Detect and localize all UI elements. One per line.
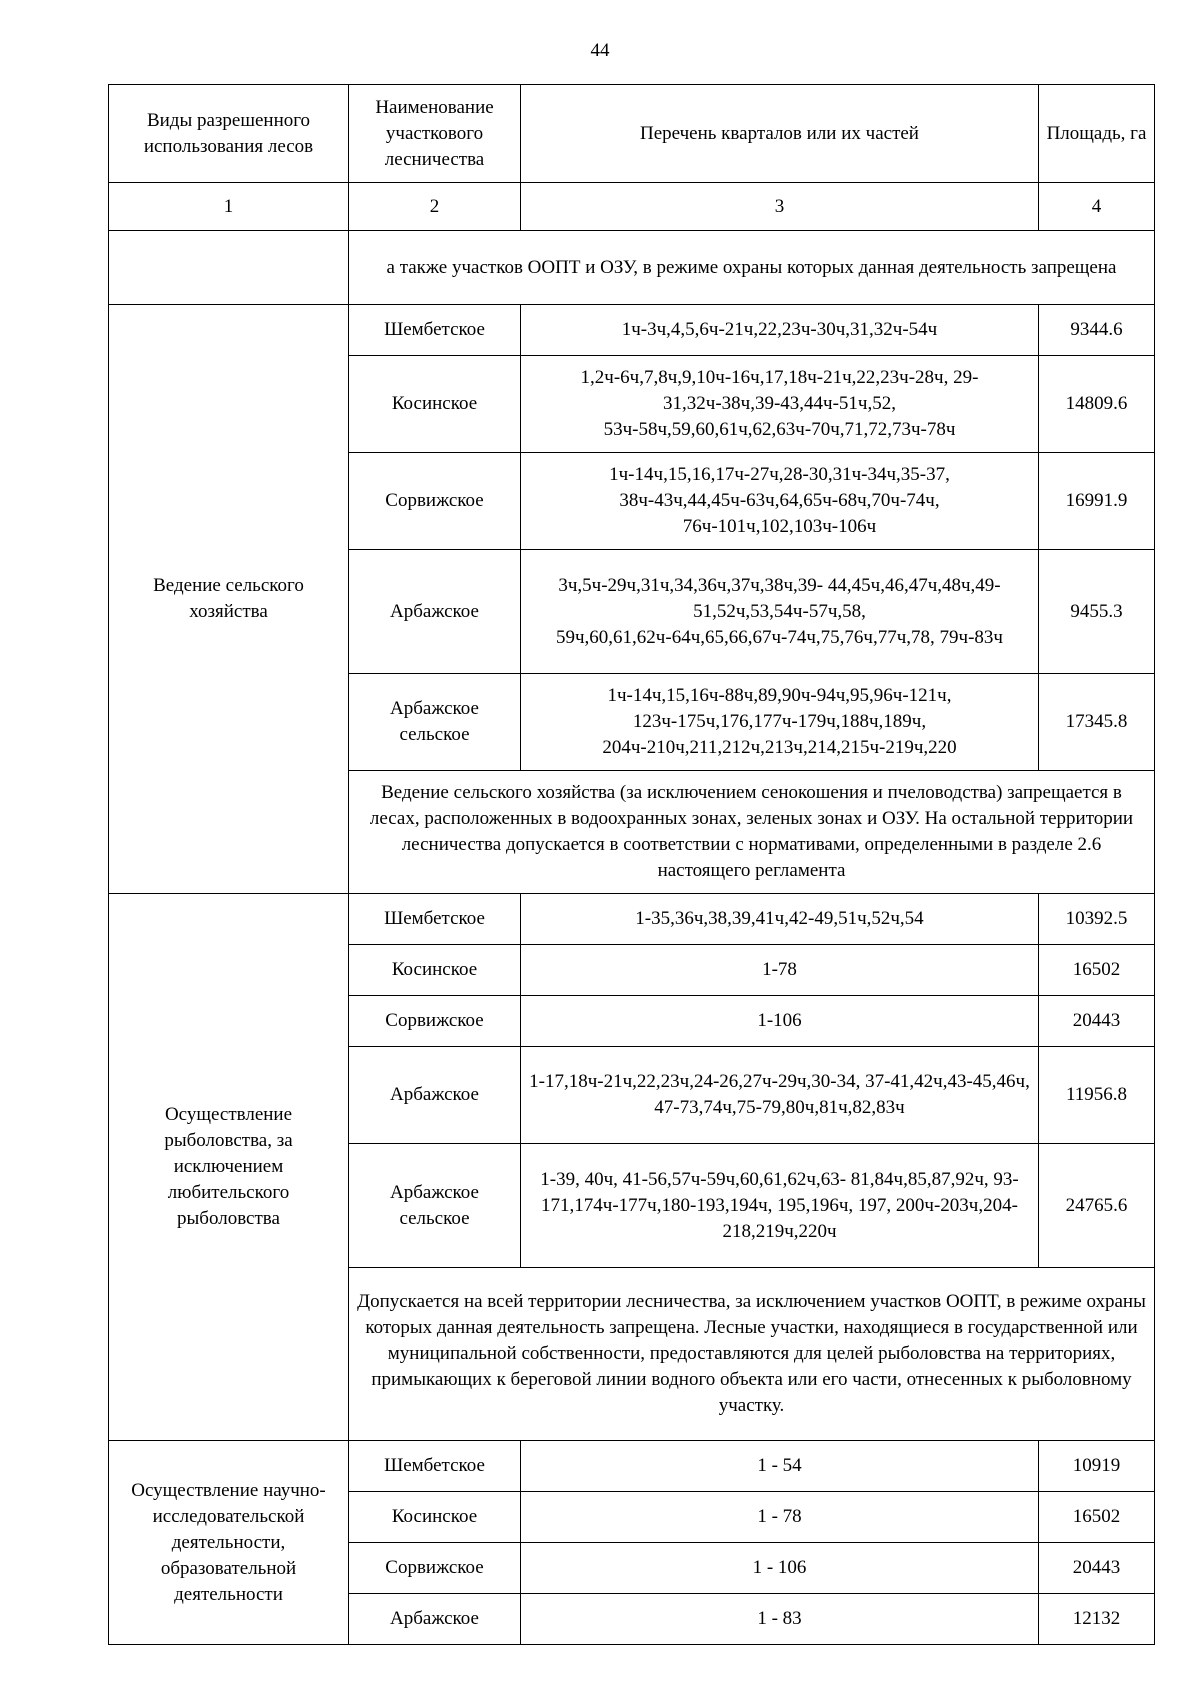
area-cell: 10919 <box>1039 1441 1155 1492</box>
use-type-cell: Осуществление научно-исследовательской деятельности, образовательной деятельности <box>109 1441 349 1645</box>
header-forestry: Наименование участкового лесничества <box>349 85 521 183</box>
forestry-cell: Арбажское сельское <box>349 674 521 771</box>
area-cell: 10392.5 <box>1039 894 1155 945</box>
header-quarters: Перечень кварталов или их частей <box>521 85 1039 183</box>
column-number: 4 <box>1039 183 1155 231</box>
column-number: 1 <box>109 183 349 231</box>
quarters-cell: 1 - 54 <box>521 1441 1039 1492</box>
continuation-row <box>109 231 1155 305</box>
forestry-cell: Шембетское <box>349 894 521 945</box>
continuation-note: а также участков ООПТ и ОЗУ, в режиме охраны которых данная деятельность запрещена <box>349 231 1155 305</box>
forestry-cell: Сорвижское <box>349 453 521 550</box>
area-cell: 20443 <box>1039 996 1155 1047</box>
quarters-cell: 1-35,36ч,38,39,41ч,42-49,51ч,52ч,54 <box>521 894 1039 945</box>
area-cell: 9455.3 <box>1039 550 1155 674</box>
forest-use-table <box>108 84 1155 1645</box>
forestry-cell: Арбажское <box>349 1594 521 1645</box>
area-cell: 17345.8 <box>1039 674 1155 771</box>
page-number: 44 <box>590 40 610 61</box>
use-type-cell: Осуществление рыболовства, за исключением любительского рыболовства <box>109 894 349 1441</box>
forestry-cell: Арбажское <box>349 550 521 674</box>
area-cell: 14809.6 <box>1039 356 1155 453</box>
area-cell: 12132 <box>1039 1594 1155 1645</box>
forestry-cell: Шембетское <box>349 1441 521 1492</box>
forestry-cell: Сорвижское <box>349 996 521 1047</box>
table-row <box>109 305 1155 356</box>
forestry-cell: Косинское <box>349 945 521 996</box>
quarters-cell: 1-39, 40ч, 41-56,57ч-59ч,60,61,62ч,63- 81,84ч,85,87,92ч, 93-171,174ч-177ч,180-193,194ч, 195,196ч, 197, 200ч-203ч,204-218,219ч,220ч <box>521 1144 1039 1268</box>
forestry-cell: Косинское <box>349 356 521 453</box>
column-number: 2 <box>349 183 521 231</box>
empty-cell <box>109 231 349 305</box>
section-note: Ведение сельского хозяйства (за исключением сенокошения и пчеловодства) запрещается в лесах, расположенных в водоохранных зонах, зеленых зонах и ОЗУ. На остальной территории лесничества допускается в соответствии с нормативами, определенными в разделе 2.6 настоящего регламента <box>349 771 1155 894</box>
quarters-cell: 1ч-14ч,15,16ч-88ч,89,90ч-94ч,95,96ч-121ч, 123ч-175ч,176,177ч-179ч,188ч,189ч, 204ч-210ч,211,212ч,213ч,214,215ч-219ч,220 <box>521 674 1039 771</box>
quarters-cell: 1ч-14ч,15,16,17ч-27ч,28-30,31ч-34ч,35-37, 38ч-43ч,44,45ч-63ч,64,65ч-68ч,70ч-74ч, 76ч-101ч,102,103ч-106ч <box>521 453 1039 550</box>
forestry-cell: Шембетское <box>349 305 521 356</box>
quarters-cell: 3ч,5ч-29ч,31ч,34,36ч,37ч,38ч,39- 44,45ч,46,47ч,48ч,49-51,52ч,53,54ч-57ч,58, 59ч,60,61,62ч-64ч,65,66,67ч-74ч,75,76ч,77ч,78, 79ч-83ч <box>521 550 1039 674</box>
area-cell: 16502 <box>1039 1492 1155 1543</box>
quarters-cell: 1 - 83 <box>521 1594 1039 1645</box>
forestry-cell: Арбажское <box>349 1047 521 1144</box>
quarters-cell: 1-78 <box>521 945 1039 996</box>
section-note: Допускается на всей территории лесничества, за исключением участков ООПТ, в режиме охраны которых данная деятельность запрещена. Лесные участки, находящиеся в государственной или муниципальной собственности, предоставляются для целей рыболовства на территориях, примыкающих к береговой линии водного объекта или его части, отнесенных к рыболовному участку. <box>349 1268 1155 1441</box>
column-number: 3 <box>521 183 1039 231</box>
quarters-cell: 1ч-3ч,4,5,6ч-21ч,22,23ч-30ч,31,32ч-54ч <box>521 305 1039 356</box>
area-cell: 9344.6 <box>1039 305 1155 356</box>
use-type-cell: Ведение сельского хозяйства <box>109 305 349 894</box>
area-cell: 16991.9 <box>1039 453 1155 550</box>
quarters-cell: 1,2ч-6ч,7,8ч,9,10ч-16ч,17,18ч-21ч,22,23ч-28ч, 29-31,32ч-38ч,39-43,44ч-51ч,52, 53ч-58ч,59,60,61ч,62,63ч-70ч,71,72,73ч-78ч <box>521 356 1039 453</box>
table-header-row <box>109 85 1155 183</box>
area-cell: 24765.6 <box>1039 1144 1155 1268</box>
column-number-row <box>109 183 1155 231</box>
forestry-cell: Косинское <box>349 1492 521 1543</box>
area-cell: 16502 <box>1039 945 1155 996</box>
area-cell: 20443 <box>1039 1543 1155 1594</box>
forestry-cell: Сорвижское <box>349 1543 521 1594</box>
table-row <box>109 1441 1155 1492</box>
quarters-cell: 1-106 <box>521 996 1039 1047</box>
header-use-type: Виды разрешенного использования лесов <box>109 85 349 183</box>
table-row <box>109 894 1155 945</box>
quarters-cell: 1 - 106 <box>521 1543 1039 1594</box>
quarters-cell: 1-17,18ч-21ч,22,23ч,24-26,27ч-29ч,30-34, 37-41,42ч,43-45,46ч, 47-73,74ч,75-79,80ч,81ч,82,83ч <box>521 1047 1039 1144</box>
header-area: Площадь, га <box>1039 85 1155 183</box>
quarters-cell: 1 - 78 <box>521 1492 1039 1543</box>
forestry-cell: Арбажское сельское <box>349 1144 521 1268</box>
area-cell: 11956.8 <box>1039 1047 1155 1144</box>
